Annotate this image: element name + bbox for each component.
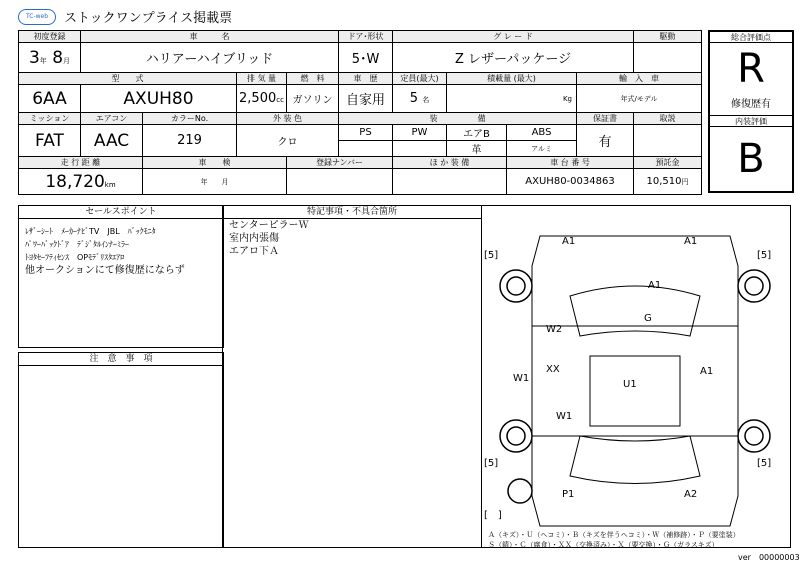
legend-line-1: Ａ（キズ）・Ｕ（ヘコミ）・Ｂ（キズを伴うヘコミ）・Ｗ（補修跡）・Ｐ（要塗装）: [488, 531, 740, 539]
label-reg-number: 登録ナンバー: [287, 157, 393, 169]
mark-rear-right: A2: [684, 489, 698, 500]
mark-right-side: A1: [700, 366, 714, 377]
total-eval-note: 修復歴有: [710, 95, 792, 116]
equip-blank-2: [393, 141, 447, 157]
label-aircon: エアコン: [81, 113, 143, 125]
car-history-value: 自家用: [339, 85, 393, 113]
label-chassis-number: 車 台 番 号: [507, 157, 634, 169]
legend-line-2: Ｓ（錆）・Ｃ（腐食）・ＸＸ（交換済み）・Ｘ（要交換）・Ｇ（ガラスキズ）: [488, 541, 719, 549]
bracket-right-bottom: [5]: [757, 458, 772, 469]
model-value: AXUH80: [81, 85, 237, 113]
mark-left-side: W1: [513, 373, 530, 384]
mark-left-door: XX: [546, 364, 560, 375]
label-exterior-color: 外 装 色: [237, 113, 339, 125]
inspection-value: 年 月: [143, 169, 287, 195]
equip-alumi: アルミ: [507, 141, 577, 157]
label-inspection: 車 検: [143, 157, 287, 169]
bracket-right-top: [5]: [757, 250, 772, 261]
label-total-eval: 総合評価点: [710, 32, 792, 43]
label-interior-eval: 内装評価: [710, 116, 792, 127]
recycle-fee-value: 10,510円: [634, 169, 702, 195]
label-recycle-fee: 預託金: [634, 157, 702, 169]
mark-front-left: A1: [562, 236, 576, 247]
label-door-shape: ドア･形状: [339, 31, 393, 43]
notes-panel: [18, 352, 224, 548]
aircon-value: AAC: [81, 125, 143, 157]
bracket-left-bottom: [5]: [484, 458, 499, 469]
grade-value: Z レザーパッケージ: [393, 43, 634, 73]
capacity-value: 5 名: [393, 85, 447, 113]
total-eval-grade: R: [737, 46, 765, 92]
mark-roof: U1: [623, 379, 637, 390]
bracket-bottom: [ ]: [484, 510, 502, 521]
sales-point-line-1: ﾚｻﾞｰｼｰﾄ ﾒｰｶｰﾅﾋﾞTV JBL ﾊﾞｯｸﾓﾆﾀ: [25, 227, 156, 236]
other-equipment-value: [393, 169, 507, 195]
manual-value: [634, 125, 702, 157]
mark-left-rear: W1: [556, 411, 573, 422]
mark-hood: A1: [648, 280, 662, 291]
bracket-left-top: [5]: [484, 250, 499, 261]
label-displacement: 排 気 量: [237, 73, 287, 85]
displacement-value: 2,500cc: [237, 85, 287, 113]
car-name-value: ハリアーハイブリッド: [81, 43, 339, 73]
sales-points-title: セールスポイント: [19, 206, 223, 219]
mark-left-pillar: W2: [546, 324, 563, 335]
label-other-equipment: ほ か 装 備: [393, 157, 507, 169]
evaluation-box: [708, 30, 794, 193]
label-drive: 駆動: [634, 31, 702, 43]
sales-points-panel: [18, 205, 224, 348]
logo: TC-web: [18, 9, 56, 25]
label-capacity: 定員(最大): [393, 73, 447, 85]
equip-leather: 革: [447, 141, 507, 157]
label-grade: グ レ ー ド: [393, 31, 634, 43]
exterior-color-value: クロ: [237, 125, 339, 157]
label-car-history: 車 歴: [339, 73, 393, 85]
import-value: 年式/モデル: [577, 85, 702, 113]
reg-number-value: [287, 169, 393, 195]
equip-ps: PS: [339, 125, 393, 141]
header: [0, 0, 800, 28]
legend: [488, 530, 740, 550]
damage-diagram-panel: [480, 205, 791, 548]
door-shape-value: 5･W: [339, 43, 393, 73]
label-model: 型 式: [19, 73, 237, 85]
remarks-title: 特記事項・不具合箇所: [223, 206, 481, 219]
color-no-value: 219: [143, 125, 237, 157]
load-capacity-value: Kg: [447, 85, 577, 113]
label-color-no: カラーNo.: [143, 113, 237, 125]
warranty-value: 有: [577, 125, 634, 157]
sales-point-line-4: 他オークションにて修復歴にならず: [25, 265, 185, 276]
car-diagram: [480, 206, 790, 547]
label-load-capacity: 積載量 (最大): [447, 73, 577, 85]
mark-front-right: A1: [684, 236, 698, 247]
mark-rear-left: P1: [562, 489, 575, 500]
mileage-value: 18,720km: [19, 169, 143, 195]
first-reg-value: 3年 8月: [19, 43, 81, 73]
label-mileage: 走 行 距 離: [19, 157, 143, 169]
equip-airbag: エアB: [447, 125, 507, 141]
label-warranty: 保証書: [577, 113, 634, 125]
label-fuel: 燃 料: [287, 73, 339, 85]
equip-blank-1: [339, 141, 393, 157]
remark-line-3: エアロ下Ａ: [229, 246, 279, 257]
label-mission: ミッション: [19, 113, 81, 125]
mark-windshield: G: [644, 313, 652, 324]
equip-abs: ABS: [507, 125, 577, 141]
page-title: ストックワンプライス掲載票: [64, 11, 233, 26]
model-prefix-value: 6AA: [19, 85, 81, 113]
label-car-name: 車 名: [81, 31, 339, 43]
sales-point-line-2: ﾊﾟﾜｰﾊﾞｯｸﾄﾞｱ ﾃﾞｼﾞﾀﾙｲﾝﾅｰﾐﾗｰ: [25, 240, 129, 249]
interior-eval-grade: B: [737, 136, 765, 182]
sales-point-line-3: ﾄﾖﾀｾｰﾌﾃｨｾﾝｽ OPﾓﾃﾞﾘｽﾀｴｱﾛ: [25, 253, 125, 262]
mission-value: FAT: [19, 125, 81, 157]
remark-line-1: センターピラーＷ: [229, 220, 309, 231]
label-import: 輸 入 車: [577, 73, 702, 85]
vehicle-info-table: [18, 30, 702, 195]
drive-value: [634, 43, 702, 73]
version-label: ver 00000003: [738, 553, 800, 562]
remarks-panel: [222, 205, 482, 548]
notes-title: 注 意 事 項: [19, 353, 223, 366]
label-first-reg: 初度登録: [19, 31, 81, 43]
label-equipment: 装 備: [339, 113, 577, 125]
equip-pw: PW: [393, 125, 447, 141]
chassis-number-value: AXUH80-0034863: [507, 169, 634, 195]
label-manual: 取説: [634, 113, 702, 125]
remark-line-2: 室内内張傷: [229, 233, 279, 244]
fuel-value: ガソリン: [287, 85, 339, 113]
